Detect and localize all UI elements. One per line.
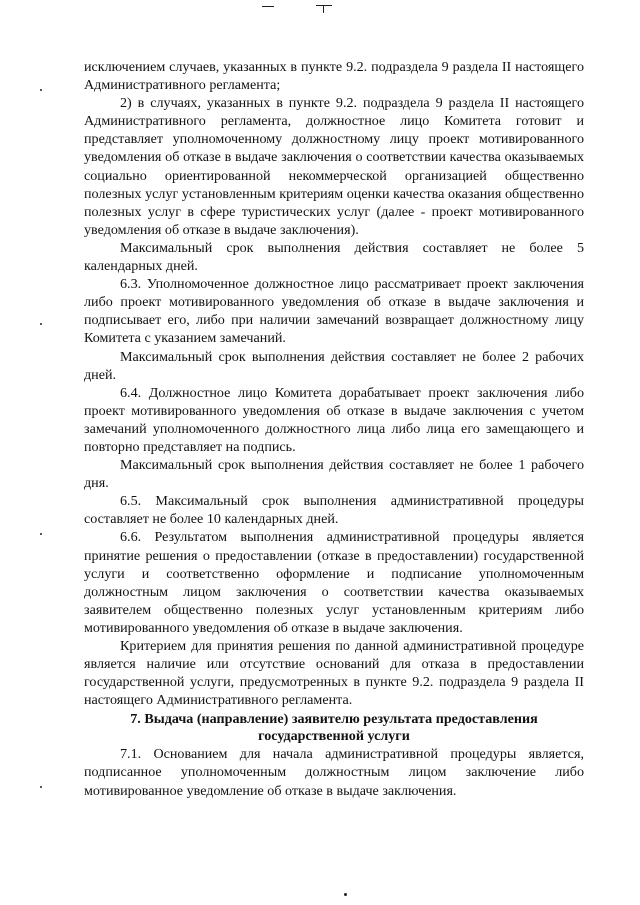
scan-dot-margin-3 [40,533,42,535]
paragraph-case-2: 2) в случаях, указанных в пункте 9.2. подраздела 9 раздела II настоящего Административного регламента, должностное лицо Комитета готовит и представляет уполномоченному должностному лицу проект мотивированного уведомления об отказе в выдаче заключения о соответствии качества оказываемых социально ориентированной некоммерческой организацией общественно полезных услуг установленным критериям оценки качества оказания общественно полезных услуг в сфере туристических услуг (далее - проект мотивированного уведомления об отказе в выдаче заключения). [84,95,584,238]
paragraph-6-3: 6.3. Уполномоченное должностное лицо рассматривает проект заключения либо проект мотивированного уведомления об отказе в выдаче заключения и подписывает его, либо при наличии замечаний возвращает должностному лицу Комитета с указанием замечаний. [84,276,584,347]
paragraph-deadline-5-days: Максимальный срок выполнения действия составляет не более 5 календарных дней. [84,239,584,275]
paragraph-6-5: 6.5. Максимальный срок выполнения административной процедуры составляет не более 10 календарных дней. [84,493,584,528]
scan-dot-margin-4 [40,786,42,788]
paragraph-6-6: 6.6. Результатом выполнения административной процедуры является принятие решения о предоставлении (отказе в предоставлении) государственной услуги и соответственно оформление и подписание уполномоченным должностным лицом заключения о соответствии качества оказываемых заявителем общественно полезных услуг установленным критериям либо мотивированного уведомления об отказе в выдаче заключения. [84,529,584,636]
scan-mark-top-right-stem [323,5,324,13]
section-7-heading [84,711,584,745]
paragraph-6-4: 6.4. Должностное лицо Комитета дорабатывает проект заключения либо проект мотивированного уведомления об отказе в выдаче заключения с учетом замечаний уполномоченного должностного лица либо лица его замещающего и повторно представляет на подпись. [84,384,584,455]
scan-dot-margin-2 [40,323,42,325]
paragraph-criterion: Критерием для принятия решения по данной административной процедуре является наличие или отсутствие оснований для отказа в предоставлении государственной услуги, предусмотренных в пункте 9.2. подраздела 9 раздела II настоящего Административного регламента. [84,638,584,709]
paragraph-7-1: 7.1. Основанием для начала административной процедуры является, подписанное уполномоченным должностным лицом заключение либо мотивированное уведомление об отказе в выдаче заключения. [84,746,584,799]
section-7-heading-line-2: государственной услуги [258,728,410,745]
paragraph-deadline-2-days: Максимальный срок выполнения действия составляет не более 2 рабочих дней. [84,348,584,383]
scan-mark-top-left [262,6,274,7]
paragraph-continuation: исключением случаев, указанных в пункте 9.2. подраздела 9 раздела II настоящего Административного регламента; [84,59,584,94]
document-page [84,58,584,800]
scan-dot-bottom [344,893,347,896]
section-7-heading-line-1: 7. Выдача (направление) заявителю результата предоставления [130,711,538,728]
scan-mark-top-right [316,5,332,6]
scan-dot-margin-1 [40,89,42,91]
paragraph-deadline-1-day: Максимальный срок выполнения действия составляет не более 1 рабочего дня. [84,457,584,492]
